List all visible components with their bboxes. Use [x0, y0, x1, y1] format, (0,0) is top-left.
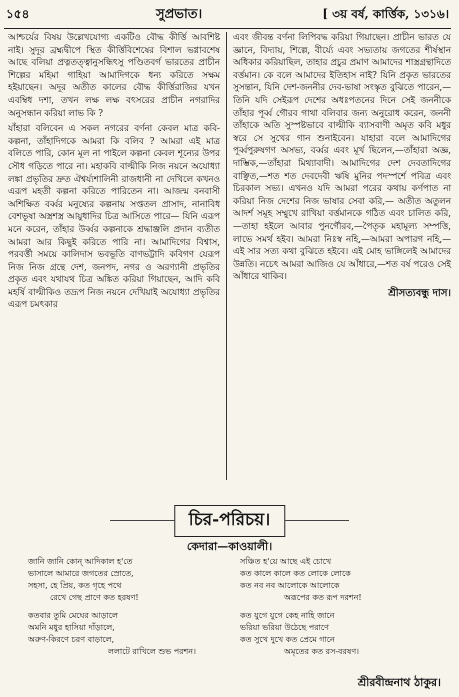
poem-line: কত যুগে যুগে কেহ নাহি জানে [240, 611, 335, 620]
poem-author: শ্রীরবীন্দ্রনাথ ঠাকুর। [357, 676, 441, 689]
issue-info: [ ৩য় বর্ষ, কার্ত্তিক, ১৩১৬। [322, 7, 449, 21]
poem-line: জানি জানি কোন্‌ আদিকাল হ'তে [28, 557, 133, 566]
page-header [6, 4, 449, 26]
poem-line: কত সুখে দুখে কত প্রেমে গানে [240, 635, 335, 644]
poem-line: সঞ্চিত হ'য়ে আছে এই চোখে [240, 557, 332, 566]
poem-title: চির-পরিচয়। [174, 505, 285, 537]
poem-raga: কেদারা—কাওয়ালী। [186, 540, 273, 553]
poem-line: কতবার তুমি মেঘের আড়ালে [28, 611, 118, 620]
article-author: শ্রীসত্যবন্ধু দাস। [388, 287, 451, 299]
header-rule [4, 28, 451, 29]
poem-line: ভরিয়া ভরিয়া উঠেছে পরাণে [240, 623, 329, 632]
poem-line: রেখে গেছ প্রাণে কত হরষণ! [50, 593, 139, 602]
poem-line: অমৃতের কত রস-বরষণ। [284, 647, 360, 656]
poem-line: সহসা, হে প্রিয়, কত গৃহে পথে [28, 581, 122, 590]
article-paragraph: যাঁহারা বলিবেন এ সকল নগরের বর্ণনা কেবল মাত্র কবি-কল্পনা, তাঁহাদিগকে আমরা কি বলিব ? আমরা এই মাত্র বলিতে পারি, কোন মূল না পাইলে কল্পনা কেবল শূন্যের উপর সৌধ গড়িতে পারে না। মহাকবি বাল্মীকি নিজ নয়নে অযোধ্যা লঙ্কা প্রভৃতির দ্রুত ঐশ্বর্য্যশালিনী রাজধানী না দেখিলে কখনও এরূপ মহতী কল্পনা করিতে পারিতেন না। আজন্ম বনবাসী অশিক্ষিত বর্ব্বর মনুষ্যের কল্পনায় সপ্ততল প্রাসাদ, নানাবিধ বেশভূষা অস্ত্রশস্ত্র আয়ুধাদির চিত্র আসিতে পারে— যিনি এরূপ মনে করেন, তাঁহার উর্ব্বর কল্পনাকে শ্রদ্ধাঞ্জলি প্রদান ব্যতীত আমরা আর কিছুই করিতে পারি না। আমাদিগের বিশ্বাস, পরবর্ত্তী সময়ে কালিদাস ভবভূতি বাণভট্টাদি কবিগণ যেরূপ নিজ নিজ গ্রন্থে দেশ, জনপদ, নগর ও অরণ্যানী প্রভৃতির প্রকৃত এবং যথাযথ চিত্র অঙ্কিত করিয়া গিয়াছেন, আদি কবি মহর্ষি বাল্মীকিও তদ্রূপ নিজ নয়নে দেখিয়াই অযোধ্যা প্রভৃতির এরূপ চমৎকার [8, 124, 220, 311]
poem-line: অমনি মধুর হাসিয়া দাঁড়ালে, [28, 623, 115, 632]
article-paragraph: এবং জীবন্ত বর্ণনা লিপিবদ্ধ করিয়া গিয়াছেন। প্রাচীন ভারত যে জ্ঞানে, বিদ্যায়, শিল্পে, বীর্য্যে এবং সভ্যতায় জগতের শীর্ষস্থান অধিকার করিয়াছিল, তাহার প্রচুর প্রমাণ আমাদের শাস্ত্রগ্রন্থাদিতে বর্ত্তমান। কে বলে আমাদের ইতিহাস নাই? যিনি প্রকৃত ভারতের সুসন্তান, যিনি দেশ-জননীর দেব-ভাষা সংস্কৃত বুঝিতে পারেন,—তিনি যদি সেইরূপ দেশের অধঃপতনের দিনে সেই জননীকে তাঁহার পূর্ব্ব গৌরব গাথা বলিবার জন্য অনুরোধ করেন, জননী তাঁহাকে অতি সুস্পষ্টভাবে বাল্মীকি ব্যাসবাণী অমৃত কবি মধুর স্বরে সে সুখের গান শুনাইবেন। যাহারা বলে আমাদিগের পূর্ব্বপুরুষগণ অসভ্য, বর্ব্বর এবং মূর্খ ছিলেন,—তাঁহারা অজ্ঞ, দাম্ভিক,—তাঁহারা মিথ্যাবাদী। আমাদিগের দেশ দেবতাদিগের বাঞ্ছিত,—শত শত দেবদেবী ঋষি মুনির পদস্পর্শে পবিত্র এবং চিরকাল সভ্য। এখনও যদি আমরা পরের কথায় কর্ণপাত না করিয়া নিজ দেশের নিজ ভাষার সেবা করি,— অতীত অতুলন আদর্শ সমূহ সম্মুখে রাখিয়া বর্ত্তমানকে গঠিত এবং চালিত করি,—তাহা হইলে আবার পুনর্গৌরব,—পৈতৃক মহামূল্য সম্পত্তি, লাভে সমর্থ হইব। আমরা নিঃস্ব নহি,—আমরা অপারগ নহি,— এই সার সত্য কথা বুঝিতে হইবে। এই মোহ ভাঙ্গিলেই আমাদের উন্নতি। নচেৎ আমরা আজিও যে আঁধারে,—শত বর্ষ পরেও সেই আঁধারে থাকিব। [233, 33, 451, 283]
poem-right-column [240, 556, 450, 658]
poem-line: অরূপের কত রূপ দরশন! [284, 593, 362, 602]
poem-line: কত নব নব আলোকে আলোকে [240, 581, 340, 590]
article-left-column [8, 32, 220, 315]
poem-line: অরুণ-কিরণে চরণ বাড়ালে, [28, 635, 115, 644]
poem-line: ভাসালে আমারে জগতের স্রোতে, [28, 569, 134, 578]
article-right-column [233, 32, 451, 300]
article-paragraph: আশ্চর্যের বিষয় উল্লেখযোগ্য একটিও বৌদ্ধ কীর্ত্তি আবশিষ্ট নাই। সুদূর ব্রহ্মদ্বীপে স্থিত কীর্ত্তিবিশেষের বিশাল ভগ্নাবশেষ আছে বলিয়া প্রত্নতত্ত্বানুসন্ধিৎসু পণ্ডিতবর্গ ভারতের প্রাচীন শিল্পের মহিমা গাহিয়া আমাদিগকে ধন্য করিতে সক্ষম হইয়াছেন। অদূর অতীত কালের বৌদ্ধ কীর্ত্তিরাজির যখন এবম্বিধ দশা, তখন লক্ষ লক্ষ বৎসরের প্রাচীন নগরাদির অনুসন্ধান করিয়া লাভ কি ? [8, 33, 220, 119]
page-number: ১৫৪ [6, 7, 30, 21]
poem-left-column [28, 556, 228, 658]
poem-line: ললাটে রাখিলে শুভ পরশন। [108, 647, 196, 656]
poem-line: কত কালে কালে কত লোকে লোকে [240, 569, 351, 578]
column-divider [226, 32, 227, 480]
magazine-title: সুপ্রভাত। [156, 7, 203, 22]
